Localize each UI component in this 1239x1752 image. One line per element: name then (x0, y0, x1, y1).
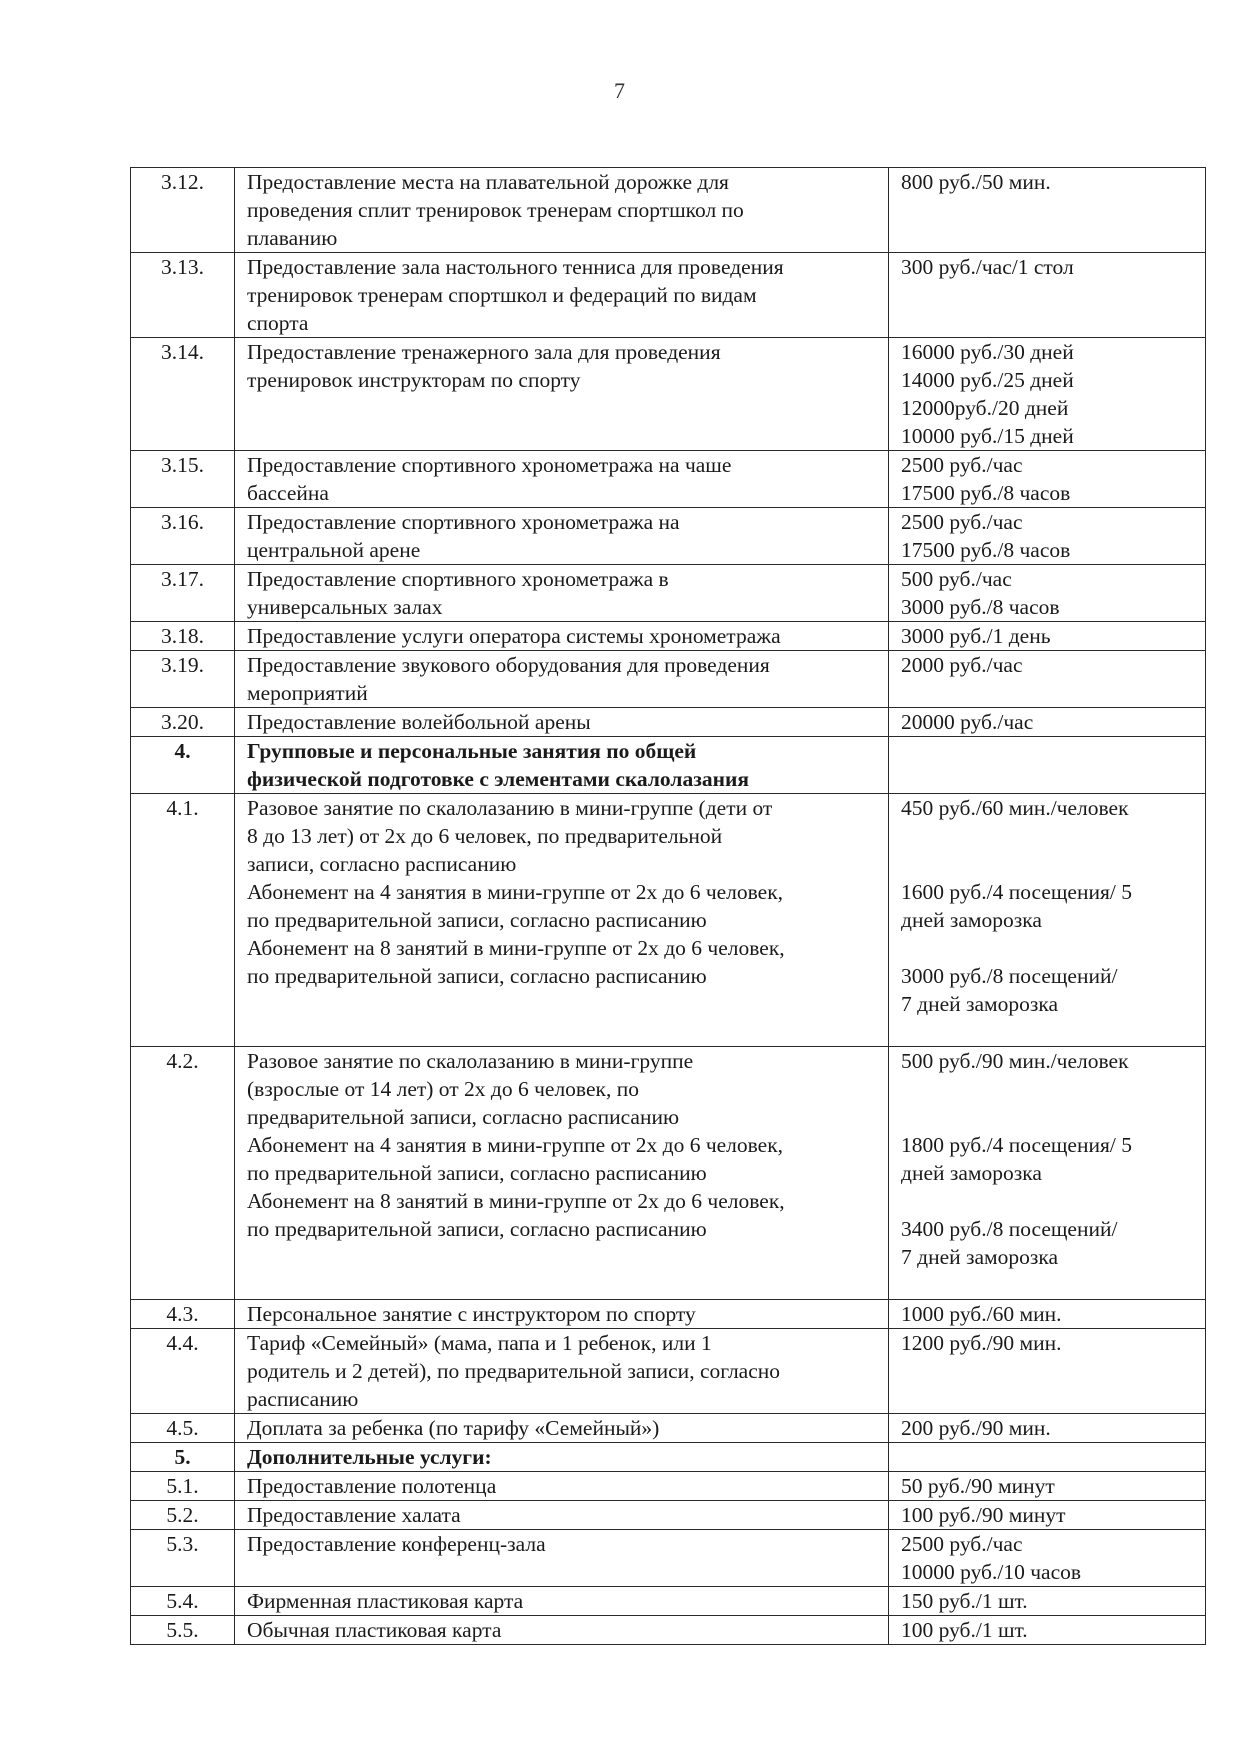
item-number-cell (131, 1530, 235, 1587)
description-line: Предоставление звукового оборудования для проведения (247, 653, 770, 677)
price-cell (889, 1501, 1206, 1530)
price-cell (889, 565, 1206, 622)
section-header-row (131, 1443, 1206, 1472)
description-line: Разовое занятие по скалолазанию в мини-группе (247, 1049, 694, 1073)
price-line: 1200 руб./90 мин. (901, 1331, 1062, 1355)
price-line: 20000 руб./час (901, 710, 1034, 734)
item-number-cell (131, 338, 235, 451)
price-cell (889, 622, 1206, 651)
description-line: Доплата за ребенка (по тарифу «Семейный») (247, 1416, 660, 1440)
description-line: Предоставление места на плавательной дорожке для (247, 170, 729, 194)
item-number-cell (131, 1047, 235, 1300)
description-line: мероприятий (247, 681, 368, 705)
price-cell (889, 451, 1206, 508)
table-row (131, 168, 1206, 253)
description-cell (235, 794, 889, 1047)
description-line: по предварительной записи, согласно расписанию (247, 1217, 707, 1241)
description-cell (235, 508, 889, 565)
description-line (247, 1271, 878, 1299)
item-number-cell (131, 1300, 235, 1329)
description-line: бассейна (247, 481, 329, 505)
description-line: расписанию (247, 1387, 359, 1411)
price-cell (889, 708, 1206, 737)
price-line: 800 руб./50 мин. (901, 170, 1051, 194)
item-number-cell (131, 1329, 235, 1414)
price-line: 16000 руб./30 дней (901, 340, 1074, 364)
description-line: Тариф «Семейный» (мама, папа и 1 ребенок, или 1 (247, 1331, 712, 1355)
item-number-cell (131, 737, 235, 794)
item-number: 3.18. (161, 624, 204, 648)
price-line: 3000 руб./8 посещений/ (901, 964, 1118, 988)
price-line: 50 руб./90 минут (901, 1474, 1055, 1498)
price-cell (889, 1414, 1206, 1443)
price-line: 100 руб./90 минут (901, 1503, 1066, 1527)
price-cell (889, 168, 1206, 253)
item-number-cell (131, 708, 235, 737)
description-line: центральной арене (247, 538, 421, 562)
table-row (131, 1587, 1206, 1616)
description-cell (235, 1414, 889, 1443)
price-cell (889, 1443, 1206, 1472)
price-cell (889, 1530, 1206, 1587)
description-cell (235, 1047, 889, 1300)
item-number: 3.16. (161, 510, 204, 534)
table-row (131, 253, 1206, 338)
description-line: Предоставление тренажерного зала для проведения (247, 340, 721, 364)
price-line: дней заморозка (901, 1161, 1042, 1185)
description-cell (235, 737, 889, 794)
description-cell (235, 651, 889, 708)
description-line: Предоставление волейбольной арены (247, 710, 591, 734)
item-number: 3.19. (161, 653, 204, 677)
description-cell (235, 565, 889, 622)
description-cell (235, 168, 889, 253)
description-line: Предоставление спортивного хронометража в (247, 567, 669, 591)
item-number: 5.5. (166, 1618, 199, 1642)
table-row (131, 1047, 1206, 1300)
item-number-cell (131, 622, 235, 651)
item-number: 5.2. (166, 1503, 199, 1527)
item-number: 4.4. (166, 1331, 199, 1355)
description-line: Предоставление полотенца (247, 1474, 497, 1498)
price-line: 200 руб./90 мин. (901, 1416, 1051, 1440)
item-number: 5.3. (166, 1532, 199, 1556)
item-number-cell (131, 1501, 235, 1530)
price-line: 1600 руб./4 посещения/ 5 (901, 880, 1132, 904)
item-number: 3.17. (161, 567, 204, 591)
price-cell (889, 651, 1206, 708)
description-line: Предоставление спортивного хронометража на чаше (247, 453, 732, 477)
price-cell (889, 508, 1206, 565)
price-line: 3400 руб./8 посещений/ (901, 1217, 1118, 1241)
price-line: 2500 руб./час (901, 453, 1023, 477)
price-line: 17500 руб./8 часов (901, 481, 1071, 505)
price-cell (889, 737, 1206, 794)
item-number-cell (131, 1414, 235, 1443)
item-number: 5. (174, 1445, 191, 1469)
description-line: по предварительной записи, согласно расписанию (247, 964, 707, 988)
item-number-cell (131, 451, 235, 508)
description-line: спорта (247, 311, 309, 335)
price-cell (889, 1616, 1206, 1645)
price-line: 2000 руб./час (901, 653, 1023, 677)
price-line: 3000 руб./8 часов (901, 595, 1060, 619)
description-line: записи, согласно расписанию (247, 852, 517, 876)
description-cell (235, 1329, 889, 1414)
description-line: Предоставление конференц-зала (247, 1532, 546, 1556)
item-number: 4.3. (166, 1302, 199, 1326)
table-row (131, 1616, 1206, 1645)
description-cell (235, 1472, 889, 1501)
price-line: дней заморозка (901, 908, 1042, 932)
table-row (131, 622, 1206, 651)
price-line: 500 руб./час (901, 567, 1012, 591)
price-line: 100 руб./1 шт. (901, 1618, 1028, 1642)
table-row (131, 1300, 1206, 1329)
price-cell (889, 1329, 1206, 1414)
description-line: Фирменная пластиковая карта (247, 1589, 524, 1613)
description-cell (235, 1530, 889, 1587)
price-line: 1000 руб./60 мин. (901, 1302, 1062, 1326)
description-line: Дополнительные услуги: (247, 1445, 492, 1469)
price-cell (889, 338, 1206, 451)
description-line: Групповые и персональные занятия по общей (247, 739, 697, 763)
price-line (901, 1271, 1195, 1299)
item-number: 4.2. (166, 1049, 199, 1073)
price-line (901, 1018, 1195, 1046)
price-line: 12000руб./20 дней (901, 396, 1069, 420)
item-number-cell (131, 168, 235, 253)
price-cell (889, 1300, 1206, 1329)
section-header-row (131, 737, 1206, 794)
description-line: проведения сплит тренировок тренерам спортшкол по (247, 198, 744, 222)
item-number: 5.4. (166, 1589, 199, 1613)
description-line: плаванию (247, 226, 338, 250)
description-line: Абонемент на 8 занятий в мини-группе от 2х до 6 человек, (247, 1189, 785, 1213)
item-number-cell (131, 1587, 235, 1616)
description-line: физической подготовке с элементами скалолазания (247, 767, 750, 791)
page-number: 7 (614, 78, 625, 103)
table-row (131, 565, 1206, 622)
price-line (901, 1187, 1195, 1215)
item-number: 3.13. (161, 255, 204, 279)
item-number-cell (131, 1616, 235, 1645)
item-number-cell (131, 794, 235, 1047)
price-line: 2500 руб./час (901, 510, 1023, 534)
description-cell (235, 1501, 889, 1530)
price-cell (889, 794, 1206, 1047)
price-line (901, 1075, 1195, 1103)
item-number-cell (131, 1472, 235, 1501)
item-number: 4.5. (166, 1416, 199, 1440)
description-cell (235, 1443, 889, 1472)
item-number-cell (131, 1443, 235, 1472)
description-line: Разовое занятие по скалолазанию в мини-группе (дети от (247, 796, 773, 820)
description-line: Абонемент на 8 занятий в мини-группе от 2х до 6 человек, (247, 936, 785, 960)
item-number: 3.14. (161, 340, 204, 364)
price-cell (889, 253, 1206, 338)
item-number-cell (131, 253, 235, 338)
item-number: 3.12. (161, 170, 204, 194)
description-line: универсальных залах (247, 595, 443, 619)
description-line: (взрослые от 14 лет) от 2х до 6 человек, по (247, 1077, 639, 1101)
description-line: тренировок тренерам спортшкол и федераций по видам (247, 283, 757, 307)
price-line (901, 822, 1195, 850)
table-row (131, 338, 1206, 451)
table-row (131, 708, 1206, 737)
description-line: тренировок инструкторам по спорту (247, 368, 581, 392)
item-number: 5.1. (166, 1474, 199, 1498)
description-line: Персональное занятие с инструктором по спорту (247, 1302, 696, 1326)
price-line: 10000 руб./15 дней (901, 424, 1074, 448)
description-line (247, 1243, 878, 1271)
table-row (131, 1414, 1206, 1443)
description-line: 8 до 13 лет) от 2х до 6 человек, по предварительной (247, 824, 723, 848)
description-line: Обычная пластиковая карта (247, 1618, 502, 1642)
item-number-cell (131, 565, 235, 622)
price-line: 150 руб./1 шт. (901, 1589, 1028, 1613)
price-cell (889, 1472, 1206, 1501)
item-number: 3.20. (161, 710, 204, 734)
price-line: 14000 руб./25 дней (901, 368, 1074, 392)
description-line: Предоставление услуги оператора системы хронометража (247, 624, 781, 648)
description-line: родитель и 2 детей), по предварительной записи, согласно (247, 1359, 781, 1383)
description-line: Предоставление халата (247, 1503, 461, 1527)
price-line: 2500 руб./час (901, 1532, 1023, 1556)
description-cell (235, 253, 889, 338)
price-cell (889, 1047, 1206, 1300)
price-line: 300 руб./час/1 стол (901, 255, 1074, 279)
price-line: 10000 руб./10 часов (901, 1560, 1082, 1584)
description-cell (235, 708, 889, 737)
table-row (131, 1472, 1206, 1501)
table-row (131, 1530, 1206, 1587)
description-line: по предварительной записи, согласно расписанию (247, 908, 707, 932)
description-line: по предварительной записи, согласно расписанию (247, 1161, 707, 1185)
item-number-cell (131, 508, 235, 565)
item-number: 4.1. (166, 796, 199, 820)
description-line: Абонемент на 4 занятия в мини-группе от 2х до 6 человек, (247, 880, 784, 904)
table-row (131, 508, 1206, 565)
price-line (901, 1103, 1195, 1131)
price-line: 7 дней заморозка (901, 1245, 1059, 1269)
item-number-cell (131, 651, 235, 708)
table-row (131, 794, 1206, 1047)
table-row (131, 451, 1206, 508)
price-line: 1800 руб./4 посещения/ 5 (901, 1133, 1132, 1157)
price-line: 7 дней заморозка (901, 992, 1059, 1016)
description-line: предварительной записи, согласно расписанию (247, 1105, 680, 1129)
description-cell (235, 338, 889, 451)
price-line (901, 850, 1195, 878)
description-cell (235, 1587, 889, 1616)
description-line (247, 1018, 878, 1046)
table-row (131, 1501, 1206, 1530)
description-cell (235, 622, 889, 651)
price-line: 17500 руб./8 часов (901, 538, 1071, 562)
description-cell (235, 1300, 889, 1329)
description-line: Предоставление спортивного хронометража на (247, 510, 680, 534)
description-cell (235, 451, 889, 508)
description-cell (235, 1616, 889, 1645)
table-row (131, 1329, 1206, 1414)
description-line (247, 990, 878, 1018)
price-line: 500 руб./90 мин./человек (901, 1049, 1129, 1073)
price-cell (889, 1587, 1206, 1616)
price-table (130, 167, 1206, 1645)
item-number: 4. (174, 739, 191, 763)
item-number: 3.15. (161, 453, 204, 477)
price-line: 3000 руб./1 день (901, 624, 1051, 648)
price-line (901, 934, 1195, 962)
description-line: Предоставление зала настольного тенниса для проведения (247, 255, 784, 279)
price-table-body (131, 168, 1206, 1645)
table-row (131, 651, 1206, 708)
price-line: 450 руб./60 мин./человек (901, 796, 1129, 820)
description-line: Абонемент на 4 занятия в мини-группе от 2х до 6 человек, (247, 1133, 784, 1157)
